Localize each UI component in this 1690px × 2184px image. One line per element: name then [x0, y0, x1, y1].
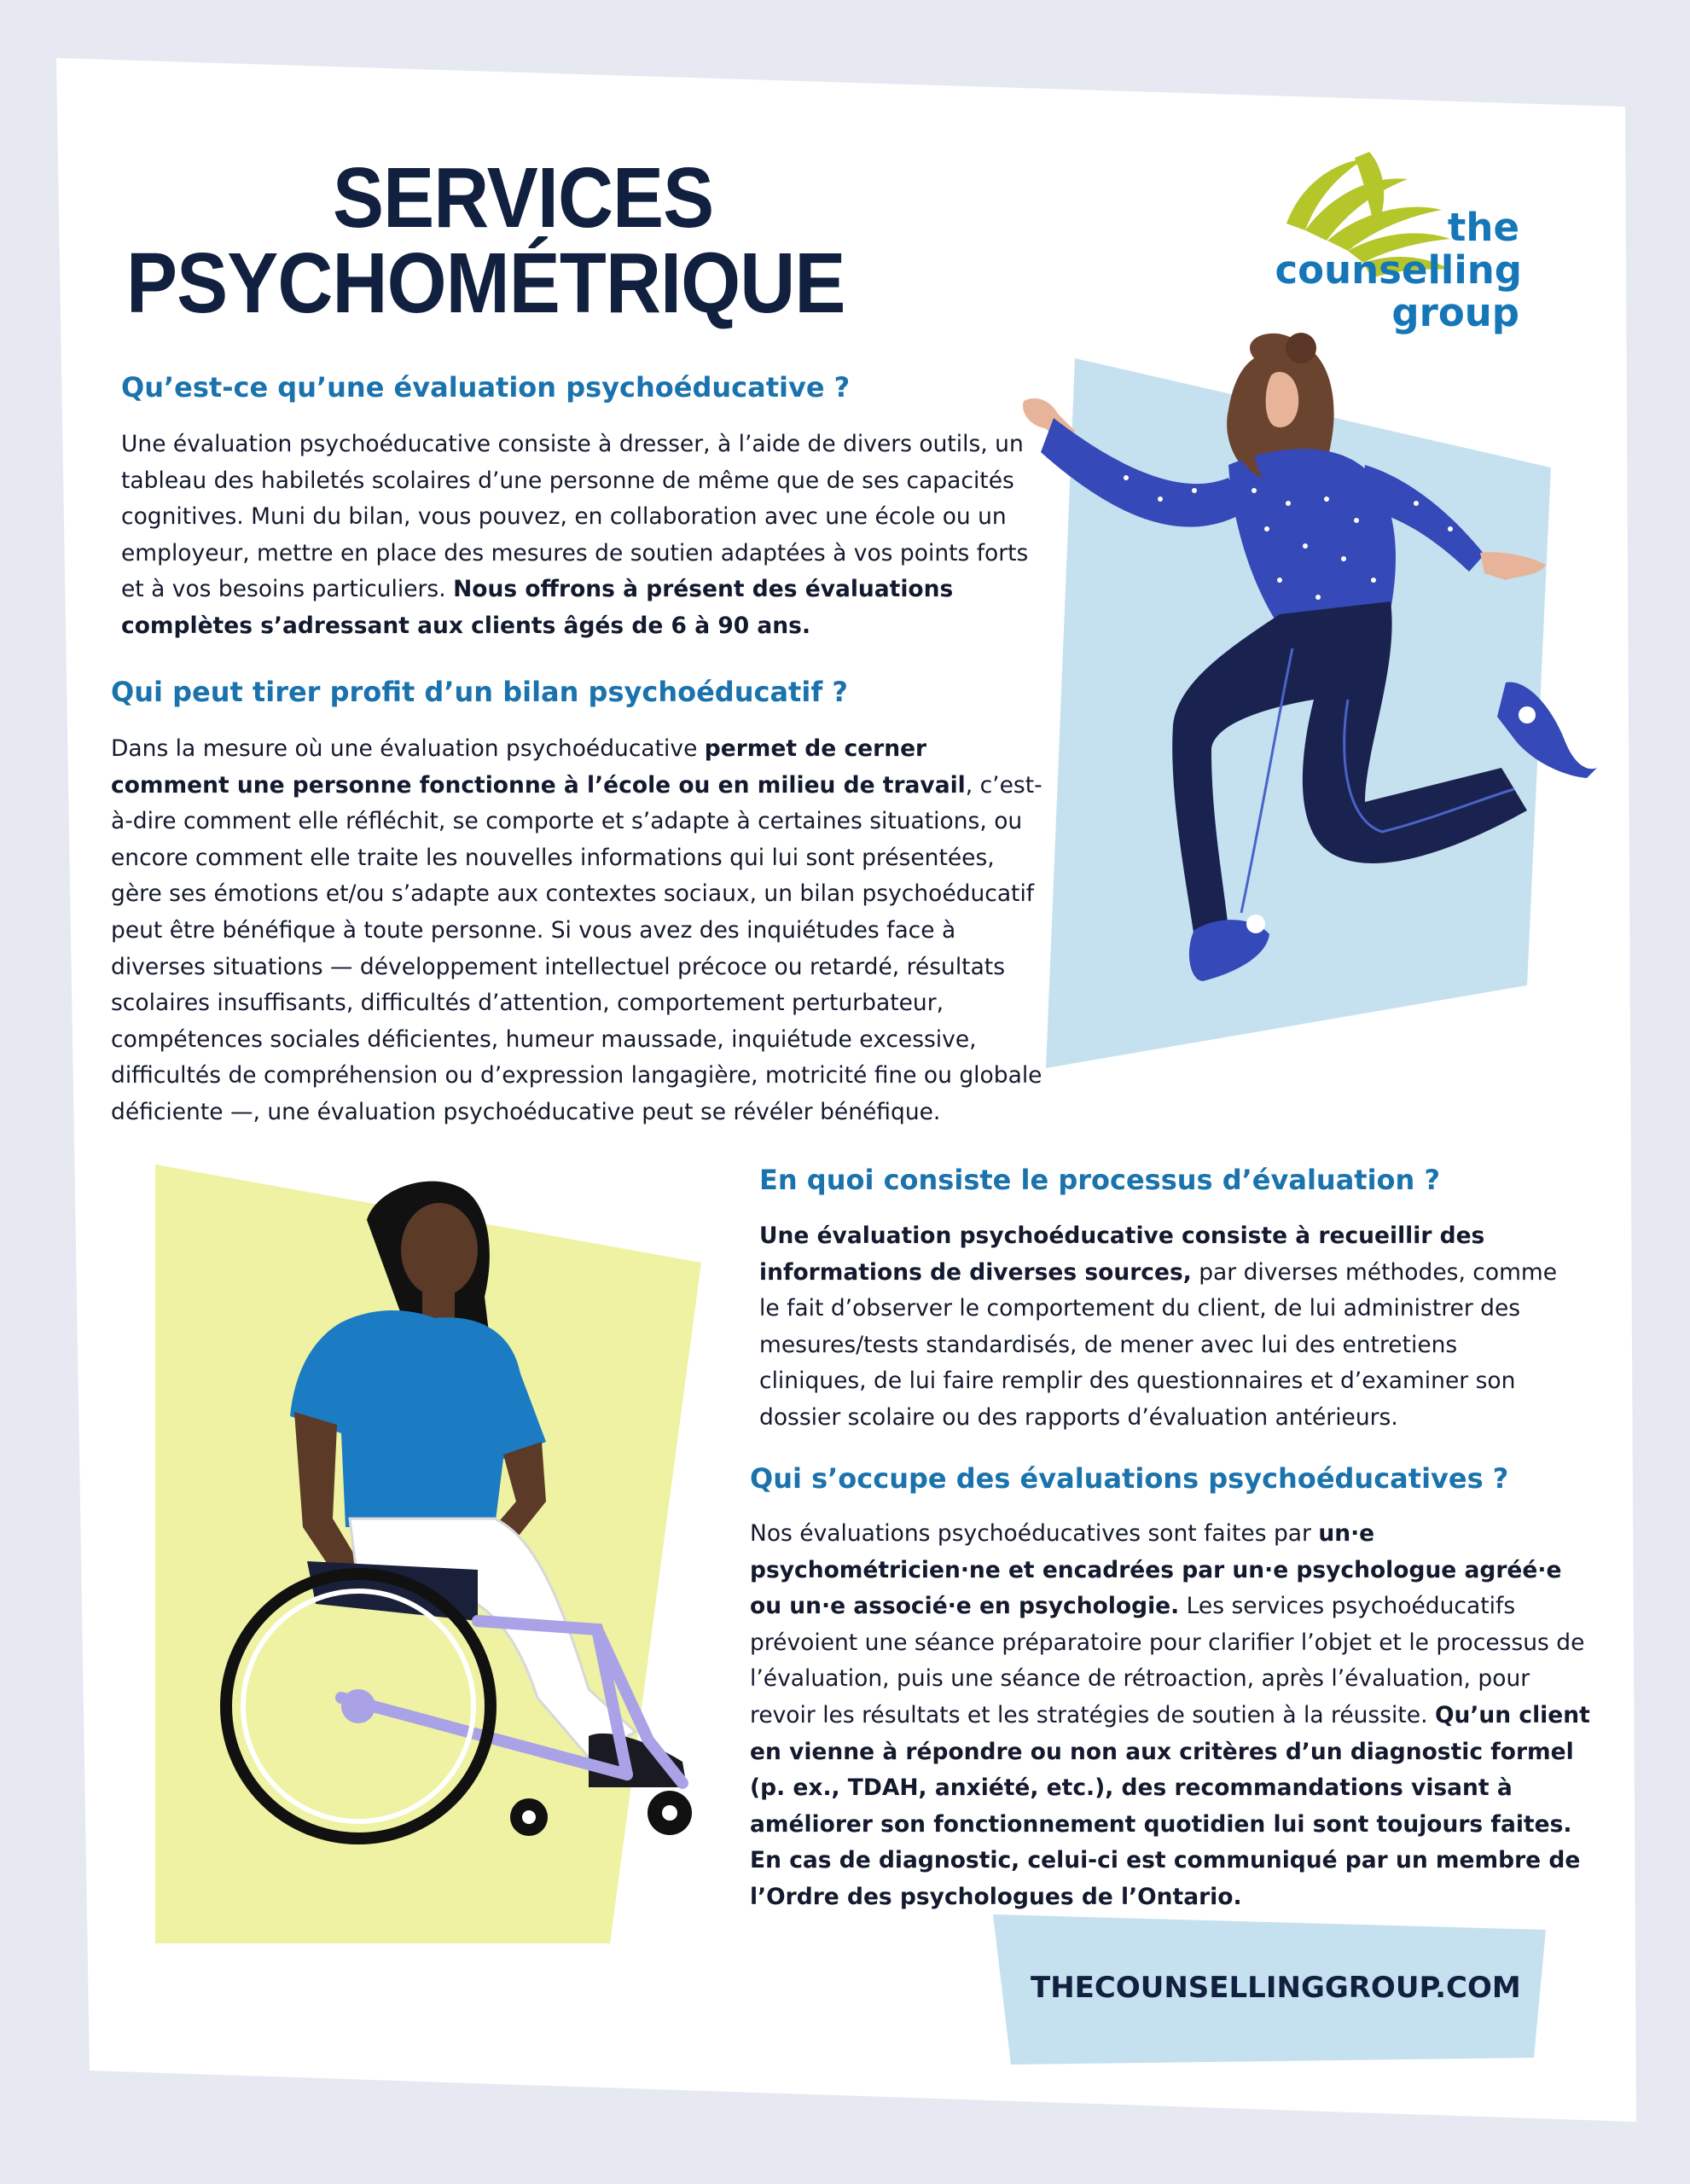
section-4-text-2: Les services psychoéducatifs prévoient une séance préparatoire pour clarifier l’objet et le processus de l’évaluation, puis une séance de rétroaction, après l’évaluation, pour revoir les résultats et les stratégies de soutien à la réussite.: [750, 1593, 1585, 1728]
section-1-bold-text: Nous offrons à présent des évaluations complètes s’adressant aux clients âgés de 6 à 90 ans.: [121, 576, 954, 639]
website-link[interactable]: THECOUNSELLINGGROUP.COM: [1031, 1971, 1521, 2005]
section-3-text: par diverses méthodes, comme le fait d’observer le comportement du client, de lui administrer des mesures/tests standardisés, de mener avec lui des entretiens cliniques, de lui faire remplir des questionnaires et d’examiner son dossier scolaire ou des rapports d’évaluation antérieurs.: [759, 1258, 1558, 1431]
section-2-body: [111, 731, 1049, 1131]
section-3-bold-text: Une évaluation psychoéducative consiste à recueillir des informations de diverses sources,: [759, 1223, 1485, 1286]
section-4-heading: Qui s’occupe des évaluations psychoéducatives ?: [750, 1462, 1509, 1495]
page-title-line-2: PSYCHOMÉTRIQUE: [126, 235, 845, 331]
logo-text-group: group: [1391, 290, 1519, 335]
section-1-body: [121, 427, 1034, 645]
section-4-bold-text-1: un·e psychométricien·ne et encadrées par un·e psychologue agréé·e ou un·e associé·e en psychologie.: [750, 1520, 1562, 1620]
section-1-heading: Qu’est-ce qu’une évaluation psychoéducative ?: [121, 371, 851, 404]
section-4-text-1: Nos évaluations psychoéducatives sont faites par: [750, 1520, 1319, 1547]
section-1-text: Une évaluation psychoéducative consiste à dresser, à l’aide de divers outils, un tableau des habiletés scolaires d’une personne de même que de ses capacités cognitives. Muni du bilan, vous pouvez, en collaboration avec une école ou un employeur, mettre en place des mesures de soutien adaptées à vos points forts et à vos besoins particuliers.: [121, 431, 1029, 603]
section-2-bold-text: permet de cerner comment une personne fonctionne à l’école ou en milieu de travail: [111, 735, 966, 799]
page-title-line-1: SERVICES: [333, 150, 714, 246]
logo-text-counselling: counselling: [1275, 247, 1522, 293]
section-2-heading: Qui peut tirer profit d’un bilan psychoéducatif ?: [111, 676, 848, 708]
section-2-text-2: , c’est-à-dire comment elle réfléchit, se comporte et s’adapte à certaines situations, ou encore comment elle traite les nouvelles informations qui lui sont présentées, gère ses émotions et/ou s’adapte aux contextes sociaux, un bilan psychoéducatif peut être bénéfique à toute personne. Si vous avez des inquiétudes face à diverses situations — développement intellectuel précoce ou retardé, résultats scolaires insuffisants, difficultés d’attention, comportement perturbateur, compétences sociales déficientes, humeur maussade, inquiétude excessive, difficultés de compréhension ou d’expression langagière, motricité fine ou globale déficiente —, une évaluation psychoéducative peut se révéler bénéfique.: [111, 771, 1042, 1125]
section-2-text-1: Dans la mesure où une évaluation psychoéducative: [111, 735, 705, 762]
logo-text-the: the: [1447, 205, 1519, 250]
section-4-body: [750, 1516, 1594, 1916]
section-3-heading: En quoi consiste le processus d’évaluation ?: [759, 1164, 1441, 1196]
section-3-body: [759, 1218, 1570, 1437]
section-4-bold-text-2: Qu’un client en vienne à répondre ou non aux critères d’un diagnostic formel (p. ex., TDAH, anxiété, etc.), des recommandations visant à améliorer son fonctionnement quotidien lui sont toujours faites. En cas de diagnostic, celui-ci est communiqué par un membre de l’Ordre des psychologues de l’Ontario.: [750, 1701, 1590, 1910]
